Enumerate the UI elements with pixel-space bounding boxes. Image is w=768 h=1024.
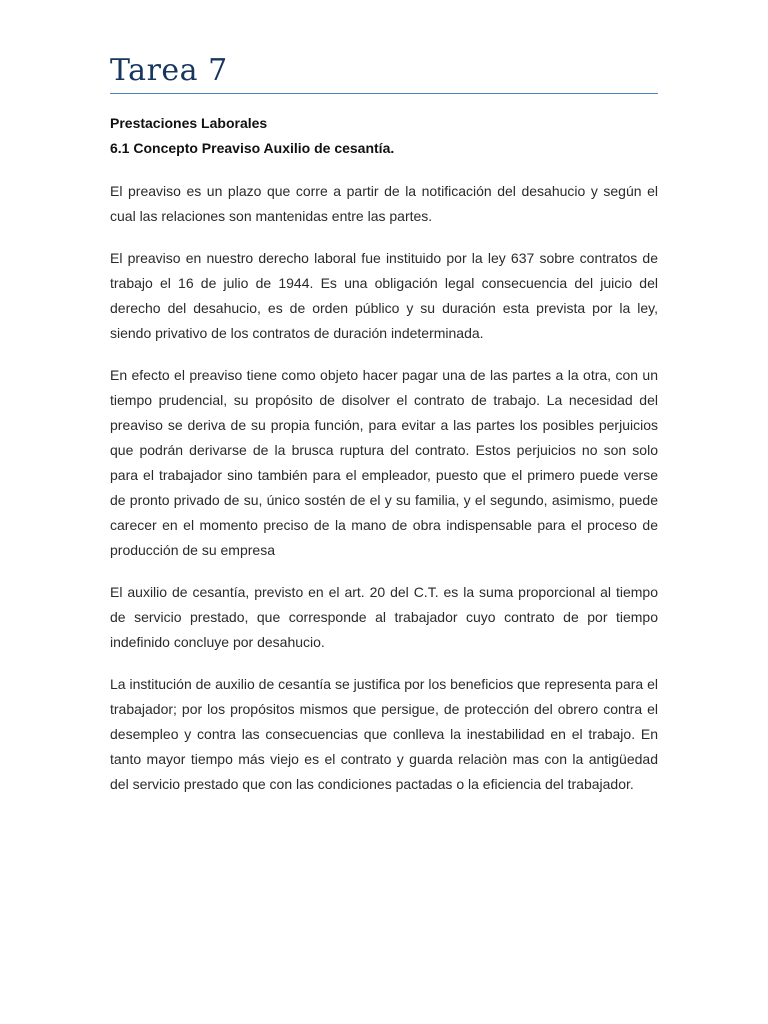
paragraph-3: En efecto el preaviso tiene como objeto hacer pagar una de las partes a la otra, con un tiempo prudencial, su propósito de disolver el contrato de trabajo. La necesidad del preaviso se deriva de su propia función, para evitar a las partes los posibles perjuicios que podrán derivarse de la brusca ruptura del contrato. Estos perjuicios no son solo para el trabajador sino también para el empleador, puesto que el primero puede verse de pronto privado de su, único sostén de el y su familia, y el segundo, asimismo, puede carecer en el momento preciso de la mano de obra indispensable para el proceso de producción de su empresa	[110, 367, 658, 558]
paragraph-5: La institución de auxilio de cesantía se justifica por los beneficios que representa para el trabajador; por los propósitos mismos que persigue, de protección del obrero contra el desempleo y contra las consecuencias que conlleva la inestabilidad en el trabajo. En tanto mayor tiempo más viejo es el contrato y guarda relaciòn mas con la antigüedad del servicio prestado que con las condiciones pactadas o la eficiencia del trabajador.	[110, 676, 658, 792]
section-heading: Prestaciones Laborales	[110, 115, 268, 131]
paragraph-2: El preaviso en nuestro derecho laboral fue instituido por la ley 637 sobre contratos de trabajo el 16 de julio de 1944. Es una obligación legal consecuencia del juicio del derecho del desahucio, es de orden público y su duración esta prevista por la ley, siendo privativo de los contratos de duración indeterminada.	[110, 250, 658, 341]
paragraph-4: El auxilio de cesantía, previsto en el art. 20 del C.T. es la suma proporcional al tiempo de servicio prestado, que corresponde al trabajador cuyo contrato de por tiempo indefinido concluye por desahucio.	[110, 584, 658, 650]
title-underline	[110, 93, 658, 94]
section-subheading: 6.1 Concepto Preaviso Auxilio de cesantía.	[110, 140, 395, 156]
paragraph-1: El preaviso es un plazo que corre a partir de la notificación del desahucio y según el cual las relaciones son mantenidas entre las partes.	[110, 183, 658, 224]
document-body	[110, 111, 658, 814]
document-title: Tarea 7	[110, 53, 228, 88]
